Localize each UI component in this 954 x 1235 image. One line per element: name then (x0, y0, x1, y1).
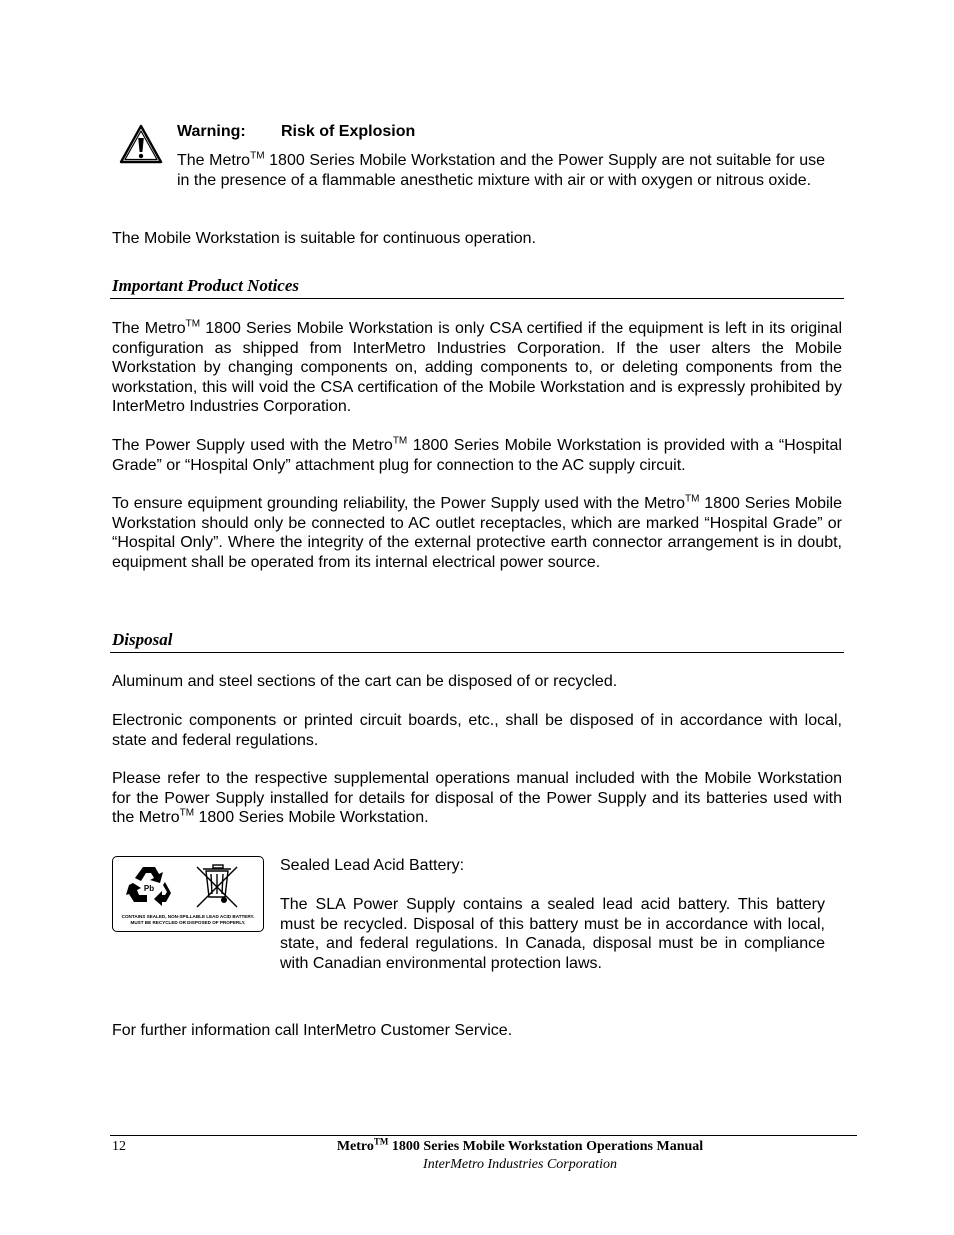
footer-title: Metro™ 1800 Series Mobile Workstation Operations Manual (336, 1136, 704, 1154)
warning-triangle-icon (119, 124, 163, 164)
page-number: 12 (112, 1139, 126, 1154)
disposal-paragraph-3: Please refer to the respective supplemental operations manual included with the Mobile Workstation for the Power Supply installed for details for disposal of the Power Supply and its batteries used with the Metro™ 1800 Series Mobile Workstation. (112, 770, 842, 827)
notices-paragraph-1: The Metro™ 1800 Series Mobile Workstation is only CSA certified if the equipment is left in its original configuration as shipped from InterMetro Industries Corporation. If the user alters the Mobile Workstation by changing components on, adding components to, or deleting components from the workstation, this will void the CSA certification of the Mobile Workstation and is expressly prohibited by InterMetro Industries Corporation. (112, 318, 842, 416)
section-rule-disposal (110, 652, 844, 653)
warning-icon-wrap (119, 124, 163, 164)
continuous-operation-text: The Mobile Workstation is suitable for continuous operation. (112, 230, 536, 247)
notices-paragraph-3: To ensure equipment grounding reliability, the Power Supply used with the Metro™ 1800 Series Mobile Workstation should only be connected to AC outlet receptacles, which are marked “Hospital Grade” or “Hospital Only”. Where the integrity of the external protective earth connector arrangement is in doubt, equipment shall be operated from its internal electrical power source. (112, 493, 842, 571)
footer-rule (110, 1135, 857, 1136)
svg-text:Pb: Pb (143, 884, 155, 893)
battery-label-text: CONTAINS SEALED, NON-SPILLABLE LEAD ACID BATTERY. MUST BE RECYCLED OR DISPOSED OF PROPERLY. (121, 914, 255, 925)
battery-text: The SLA Power Supply contains a sealed lead acid battery. This battery must be recycled. Disposal of this battery must be in accordance with local, state, and federal regulations. In Canada, disposal must be in compliance with Canadian environmental protection laws. (280, 896, 825, 972)
disposal-paragraph-1: Aluminum and steel sections of the cart can be disposed of or recycled. (112, 673, 618, 690)
warning-label: Warning: (177, 123, 246, 140)
warning-heading (177, 122, 577, 142)
recycle-pb-icon (125, 864, 173, 908)
section-heading-disposal: Disposal (112, 630, 173, 649)
battery-title: Sealed Lead Acid Battery: (280, 857, 465, 874)
further-info-text: For further information call InterMetro Customer Service. (112, 1022, 513, 1039)
notices-paragraph-2: The Power Supply used with the Metro™ 1800 Series Mobile Workstation is provided with a “Hospital Grade” or “Hospital Only” attachment plug for connection to the AC supply circuit. (112, 435, 842, 474)
crossed-bin-icon (193, 863, 241, 911)
disposal-paragraph-2: Electronic components or printed circuit boards, etc., shall be disposed of in accordance with local, state and federal regulations. (112, 712, 842, 749)
warning-text: The Metro™ 1800 Series Mobile Workstation and the Power Supply are not suitable for use in the presence of a flammable anesthetic mixture with air or with oxygen or nitrous oxide. (177, 150, 825, 189)
section-heading-notices: Important Product Notices (112, 276, 300, 295)
section-rule-notices (110, 298, 844, 299)
footer-company: InterMetro Industries Corporation (423, 1157, 617, 1172)
warning-title: Risk of Explosion (281, 123, 416, 140)
battery-recycling-label (112, 856, 264, 932)
